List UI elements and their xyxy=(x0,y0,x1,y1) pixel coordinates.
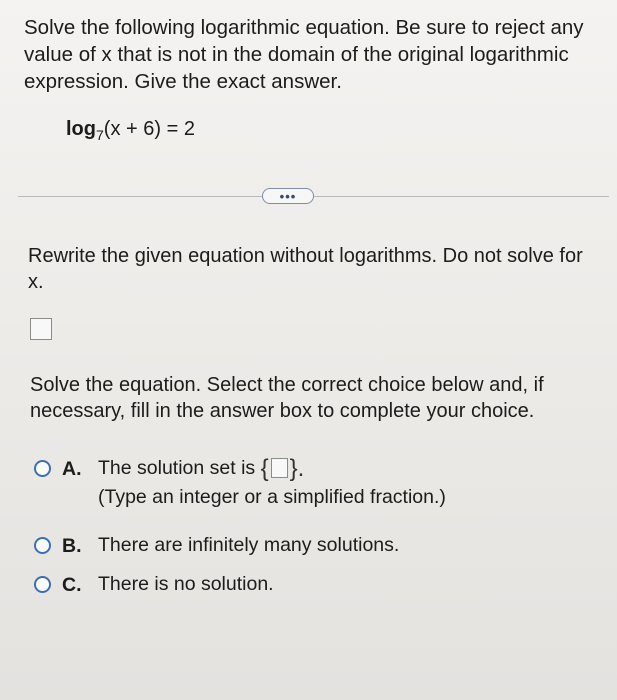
choice-a-radio[interactable] xyxy=(34,460,51,477)
choice-a-hint: (Type an integer or a simplified fraction.) xyxy=(98,486,446,508)
choice-c-text: There is no solution. xyxy=(98,573,274,595)
brace-open: { xyxy=(260,455,269,482)
choice-b-text: There are infinitely many solutions. xyxy=(98,534,400,556)
step2-instruction: Solve the equation. Select the correct choice below and, if necessary, fill in the answer box to complete your choice. xyxy=(30,374,544,422)
equation-answer-input[interactable] xyxy=(30,318,52,340)
choice-a-letter: A. xyxy=(62,458,82,480)
solution-set-input[interactable] xyxy=(271,458,288,478)
more-options-button[interactable]: ••• xyxy=(262,188,314,204)
choice-c-radio[interactable] xyxy=(34,576,51,593)
choice-c-letter: C. xyxy=(62,574,82,596)
choice-b[interactable] xyxy=(34,535,399,559)
brace-close: }. xyxy=(289,455,305,482)
choice-a[interactable] xyxy=(34,455,446,511)
equation-log: log xyxy=(66,118,96,140)
step1-instruction: Rewrite the given equation without logarithms. Do not solve for x. xyxy=(28,245,583,293)
question-prompt: Solve the following logarithmic equation. Be sure to reject any value of x that is not in the domain of the original logarithmic expression. Give the exact answer. xyxy=(24,16,584,93)
choice-b-letter: B. xyxy=(62,535,82,557)
equation xyxy=(66,118,195,143)
equation-base: 7 xyxy=(96,127,104,143)
choice-a-label: The solution set is xyxy=(98,457,256,479)
choice-a-text xyxy=(98,454,446,511)
choice-b-radio[interactable] xyxy=(34,537,51,554)
choice-c[interactable] xyxy=(34,574,274,598)
equation-argument: (x + 6) = 2 xyxy=(103,118,195,140)
